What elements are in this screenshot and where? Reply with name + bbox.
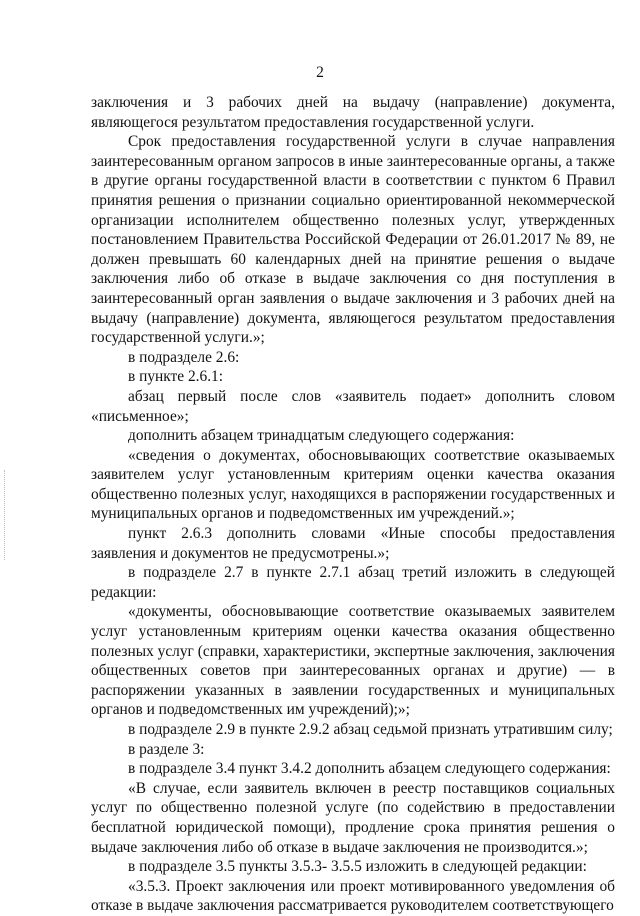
paragraph: пункт 2.6.3 дополнить словами «Иные способы предоставления заявления и документов не предусмотрены.»;: [91, 525, 615, 562]
paragraph: в подразделе 2.9 в пункте 2.9.2 абзац седьмой признать утратившим силу;: [128, 721, 613, 738]
paragraph: в подразделе 3.5 пункты 3.5.3- 3.5.5 изложить в следующей редакции:: [128, 858, 587, 876]
paragraph: в пункте 2.6.1:: [128, 368, 224, 386]
paragraph: Срок предоставления государственной услуги в случае направления заинтересованным органом запросов в иные заинтересованные органы, а также в другие органы государственной власти в соответствии с пунктом 6 Правил принятия решения о признании социально ориентированной некоммерческой организации исполнителем общественно полезных услуг, утвержденных постановлением Правительства Российской Федерации от 26.01.2017 № 89, не должен превышать 60 календарных дней на принятие решения о выдаче заключения либо об отказе в выдаче заключения со дня поступления в заинтересованный орган заявления о выдаче заключения и 3 рабочих дней на выдачу (направление) документа, являющегося результатом предоставления государственной услуги.»;: [91, 133, 615, 347]
paragraph: в подразделе 3.4 пункт 3.4.2 дополнить абзацем следующего содержания:: [128, 760, 611, 778]
paragraph: «В случае, если заявитель включен в реестр поставщиков социальных услуг по общественно полезной услуге (по содействию в предоставлении бесплатной юридической помощи), продление срока принятия решения о выдаче заключения либо об отказе в выдаче заключения не производится.»;: [91, 779, 615, 856]
paragraph: в подразделе 2.7 в пункте 2.7.1 абзац третий изложить в следующей редакции:: [91, 564, 615, 601]
paragraph: в разделе 3:: [128, 740, 205, 758]
document-body: [91, 93, 615, 916]
scan-margin-mark: [4, 470, 6, 560]
paragraph: заключения и 3 рабочих дней на выдачу (направление) документа, являющегося результатом предоставления государственной услуги.: [91, 94, 615, 131]
paragraph: «сведения о документах, обосновывающих соответствие оказываемых заявителем услуг установленным критериям оценки качества оказания общественно полезных услуг, находящихся в распоряжении государственных и муниципальных органов и подведомственных им учреждений.»;: [91, 446, 615, 523]
paragraph: «3.5.3. Проект заключения или проект мотивированного уведомления об отказе в выдаче заключения рассматривается руководителем соответствующего: [91, 877, 615, 915]
paragraph: абзац первый после слов «заявитель подает» дополнить словом «письменное»;: [91, 387, 615, 425]
paragraph: в подразделе 2.6:: [128, 348, 240, 366]
paragraph: дополнить абзацем тринадцатым следующего содержания:: [128, 427, 515, 445]
paragraph: «документы, обосновывающие соответствие оказываемых заявителем услуг установленным критериям оценки качества оказания общественно полезных услуг (справки, характеристики, экспертные заключения, заключения общественных советов при заинтересованных органах и другие) — в распоряжении указанных в заявлении государственных и муниципальных органов и подведомственных им учреждений);»;: [91, 603, 615, 719]
page-number: 2: [316, 64, 324, 81]
